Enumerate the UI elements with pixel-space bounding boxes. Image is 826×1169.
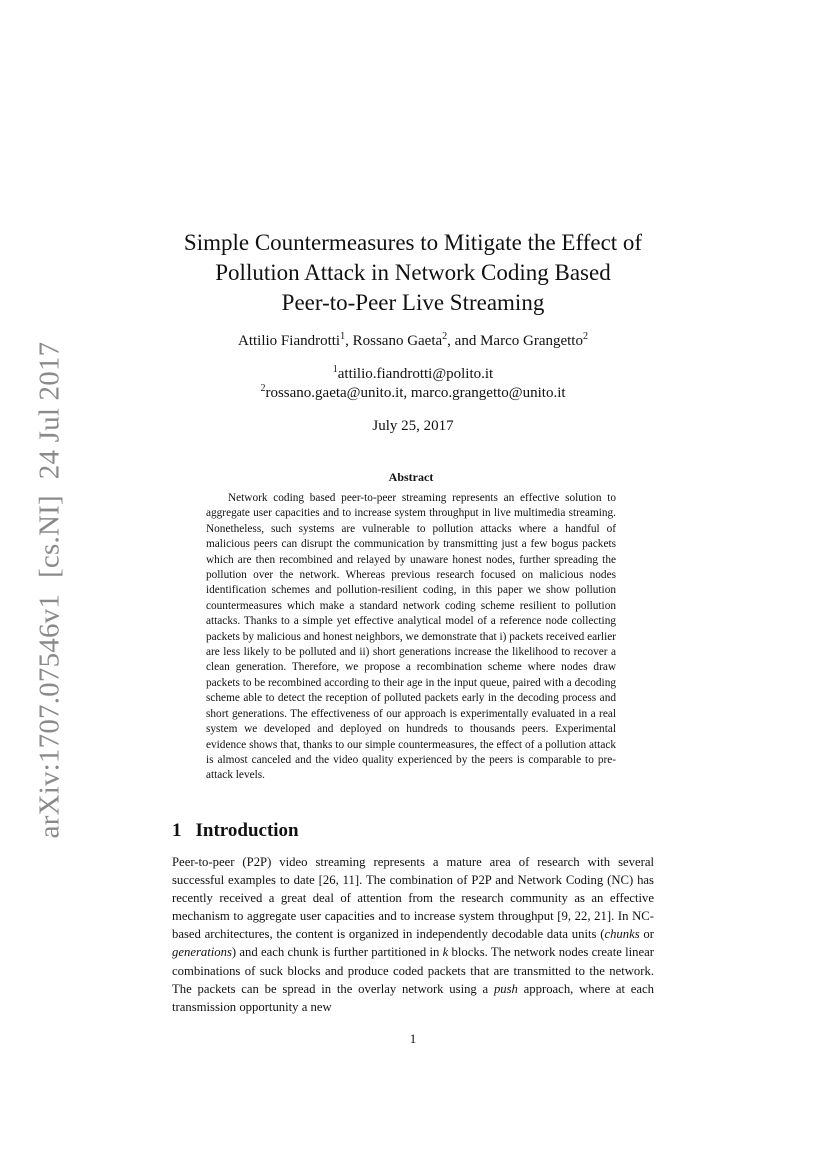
intro-text: blocks. The network nodes create linear combinations of suck blocks and produce coded packets that are transmitted to the network. The packets can be spread in the overlay network using a: [172, 945, 654, 996]
title-line: Peer-to-Peer Live Streaming: [281, 290, 545, 315]
section-number: 1: [172, 820, 182, 841]
affiliation-marker: 1: [332, 364, 338, 375]
intro-text: ) and each chunk is further partitioned in: [231, 945, 443, 960]
paper-title: [150, 228, 676, 318]
intro-text: or: [639, 927, 654, 942]
intro-text: approach, where at each transmission opportunity a new: [172, 981, 654, 1014]
author-list: [150, 333, 676, 350]
intro-text: Peer-to-peer (P2P) video streaming represents a mature area of research with several successful examples to date [26, 11]. The combination of P2P and Network Coding (NC) has recently received a great deal of attention from the research community as an effective mechanism to aggregate user capacities and to increase system throughput [9, 22, 21]. In NC-based architectures, the content is organized in independently decodable data units (: [172, 855, 654, 942]
title-line: Simple Countermeasures to Mitigate the Effect of: [183, 230, 643, 255]
section-title: Introduction: [195, 820, 299, 841]
affiliation-line: [150, 384, 676, 403]
arxiv-category: [cs.NI]: [33, 495, 66, 578]
affiliation-marker: 2: [442, 331, 448, 342]
title-line: Pollution Attack in Network Coding Based: [215, 260, 611, 285]
arxiv-stamp: [34, 326, 67, 839]
affiliation-marker: 1: [340, 331, 346, 342]
arxiv-id: arXiv:1707.07546v1: [33, 593, 66, 839]
intro-emphasis: chunks: [604, 927, 640, 942]
author-separator: ,: [345, 333, 353, 349]
introduction-paragraph: [172, 853, 654, 1016]
affiliation-line: [150, 365, 676, 384]
paper-date: July 25, 2017: [372, 418, 454, 434]
intro-emphasis: k: [442, 945, 449, 960]
author-email[interactable]: rossano.gaeta@unito.it, marco.grangetto@unito.it: [265, 385, 566, 401]
author-separator: , and: [447, 333, 481, 349]
abstract-body: Network coding based peer-to-peer streaming represents an effective solution to aggregate user capacities and to increase system throughput in live multimedia streaming. Nonetheless, such systems are vulnerable to pollution attacks where a handful of malicious peers can disrupt the communication by transmitting just a few bogus packets which are then recombined and relayed by unaware honest nodes, further spreading the pollution over the network. Whereas previous research focused on malicious nodes identification schemes and pollution-resilient coding, in this paper we show pollution countermeasures which make a standard network coding scheme resilient to pollution attacks. Thanks to a simple yet effective analytical model of a reference node collecting packets by malicious and honest neighbors, we demonstrate that i) packets received earlier are less likely to be polluted and ii) short generations increase the likelihood to recover a clean generation. Therefore, we propose a recombination scheme where nodes draw packets to be recombined according to their age in the input queue, paired with a decoding scheme able to detect the reception of polluted packets early in the decoding process and short generations. The effectiveness of our approach is experimentally evaluated in a real system we developed and deployed on hundreds to thousands peers. Experimental evidence shows that, thanks to our simple countermeasures, the effect of a pollution attack is almost canceled and the video quality experienced by the peers is comparable to pre-attack levels.: [206, 492, 616, 782]
author-email[interactable]: attilio.fiandrotti@polito.it: [337, 366, 494, 382]
affiliation-marker: 2: [582, 331, 588, 342]
affiliation-marker: 2: [260, 383, 266, 394]
page-number: 1: [409, 1031, 417, 1046]
author-name: Marco Grangetto: [480, 333, 583, 349]
author-name: Attilio Fiandrotti: [238, 333, 341, 349]
section-heading: [172, 820, 299, 842]
intro-emphasis: generations: [172, 945, 232, 960]
abstract-heading: Abstract: [388, 470, 434, 484]
author-name: Rossano Gaeta: [352, 333, 443, 349]
arxiv-date: 24 Jul 2017: [33, 341, 66, 480]
intro-emphasis: push: [493, 981, 518, 996]
affiliations: [150, 365, 676, 403]
